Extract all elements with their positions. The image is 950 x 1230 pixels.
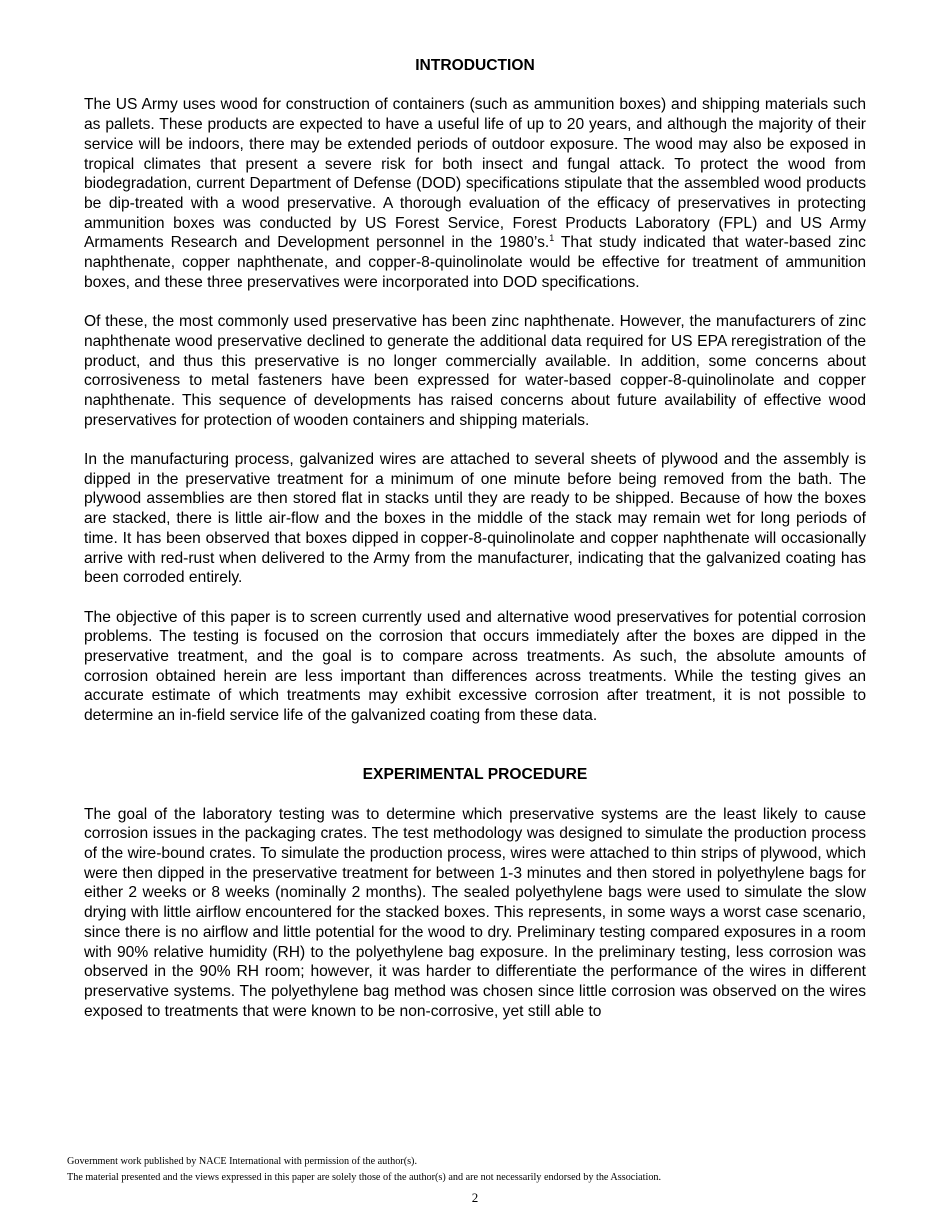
introduction-paragraph-4: The objective of this paper is to screen currently used and alternative wood preservatives for potential corrosion problems. The testing is focused on the corrosion that occurs immediately after the boxes are dipped in the preservative treatment, and the goal is to compare across treatments. As such, the absolute amounts of corrosion obtained herein are less important than differences across treatments. While the testing gives an accurate estimate of which treatments may exhibit excessive corrosion after treatment, it is not possible to determine an in-field service life of the galvanized coating from these data. [84,608,866,725]
experimental-procedure-heading: EXPERIMENTAL PROCEDURE [362,766,588,784]
introduction-paragraph-1 [84,95,866,292]
main-text [84,56,866,1021]
citation-superscript: 1 [549,233,555,244]
page-number: 2 [471,1190,479,1205]
introduction-paragraph-2: Of these, the most commonly used preservative has been zinc naphthenate. However, the manufacturers of zinc naphthenate wood preservative declined to generate the additional data required for US EPA reregistration of the product, and thus this preservative is no longer commercially available. In addition, some concerns about corrosiveness to metal fasteners have been expressed for water-based copper-8-quinolinolate and copper naphthenate. This sequence of developments has raised concerns about future availability of effective wood preservatives for protection of wooden containers and shipping materials. [84,313,866,429]
introduction-heading: INTRODUCTION [415,57,535,74]
footer-disclaimer: The material presented and the views expressed in this paper are solely those of the author(s) and are not necessarily endorsed by the Association. [67,1172,662,1183]
experimental-paragraph-1: The goal of the laboratory testing was to determine which preservative systems are the least likely to cause corrosion issues in the packaging crates. The test methodology was designed to simulate the production process of the wire-bound crates. To simulate the production process, wires were attached to thin strips of plywood, which were then dipped in the preservative treatment for between 1-3 minutes and then stored in polyethylene bags for either 2 weeks or 8 weeks (nominally 2 months). The sealed polyethylene bags were used to simulate the slow drying with little airflow encountered for the stacked boxes. This represents, in some ways a worst case scenario, since there is no airflow and little potential for the wood to dry. Preliminary testing compared exposures in a room with 90% relative humidity (RH) to the polyethylene bag exposure. In the preliminary testing, less corrosion was observed in the 90% RH room; however, it was harder to differentiate the performance of the wires in different preservative systems. The polyethylene bag method was chosen since little corrosion was observed on the wires exposed to treatments that were known to be non-corrosive, yet still able to [84,805,866,1020]
introduction-paragraph-3: In the manufacturing process, galvanized wires are attached to several sheets of plywood and the assembly is dipped in the preservative treatment for a minimum of one minute before being removed from the bath. The plywood assemblies are then stored flat in stacks until they are ready to be shipped. Because of how the boxes are stacked, there is little air-flow and the boxes in the middle of the stack may remain wet for long periods of time. It has been observed that boxes dipped in copper-8-quinolinolate and copper naphthenate will occasionally arrive with red-rust when delivered to the Army from the manufacturer, indicating that the galvanized coating has been corroded entirely. [84,451,866,587]
introduction-paragraph-1-continued: That study indicated that water-based zinc naphthenate, copper naphthenate, and copper-8-quinolinolate would be effective for treatment of ammunition boxes, and these three preservatives were incorporated into DOD specifications. [84,234,866,291]
footer-publication-note: Government work published by NACE International with permission of the author(s). [67,1156,417,1167]
introduction-paragraph-1-text: The US Army uses wood for construction of containers (such as ammunition boxes) and shipping materials such as pallets. These products are expected to have a useful life of up to 20 years, and although the majority of their service will be indoors, there may be extended periods of outdoor exposure. The wood may also be exposed in tropical climates that present a severe risk for both insect and fungal attack. To protect the wood from biodegradation, current Department of Defense (DOD) specifications stipulate that the assembled wood products be dip-treated with a wood preservative. A thorough evaluation of the efficacy of preservatives in protecting ammunition boxes was conducted by US Forest Service, Forest Products Laboratory (FPL) and US Army Armaments Research and Development personnel in the 1980’s. [84,96,866,252]
